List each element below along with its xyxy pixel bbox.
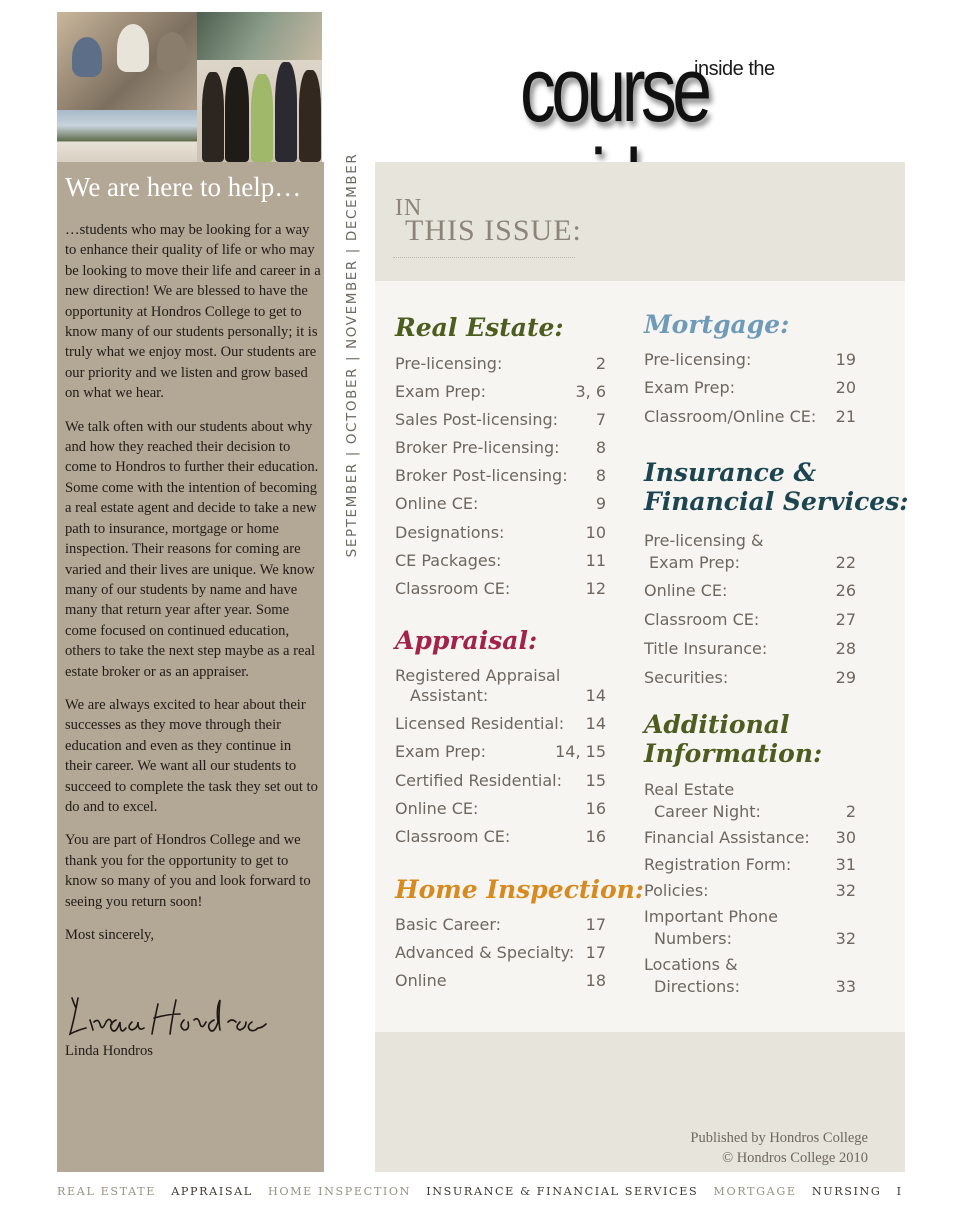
header-photo-collage bbox=[57, 12, 322, 162]
toc-page: 16 bbox=[585, 799, 606, 818]
toc-item: Online CE: bbox=[644, 581, 728, 600]
toc-page: 21 bbox=[835, 407, 856, 426]
publisher-note: Published by Hondros College © Hondros College 2010 bbox=[690, 1130, 868, 1166]
signature bbox=[64, 990, 274, 1046]
toc-page: 8 bbox=[595, 466, 606, 485]
letter-closing: Most sincerely, bbox=[65, 927, 155, 943]
toc-item-cont: Exam Prep: bbox=[649, 553, 741, 572]
toc-item: Broker Post-licensing: bbox=[395, 466, 568, 485]
footer-nav-item: HOME INSPECTION bbox=[267, 1185, 412, 1198]
heading-divider bbox=[393, 257, 575, 258]
section-insurance-title: Insurance & Financial Services: bbox=[644, 458, 909, 516]
toc-page: 16 bbox=[585, 827, 606, 846]
toc-page: 22 bbox=[835, 553, 856, 572]
toc-page: 7 bbox=[595, 410, 606, 429]
toc-item: Designations: bbox=[395, 523, 505, 542]
section-home-inspection-title: Home Inspection: bbox=[395, 875, 645, 904]
toc-item: Classroom CE: bbox=[395, 827, 511, 846]
in-this-issue-heading: IN THIS ISSUE: bbox=[395, 195, 582, 247]
toc-item: Locations & bbox=[644, 955, 738, 974]
toc-item: Online CE: bbox=[395, 799, 479, 818]
toc-item: Pre-licensing: bbox=[395, 354, 503, 373]
toc-page: 2 bbox=[845, 802, 856, 821]
toc-page: 3, 6 bbox=[575, 382, 606, 401]
toc-page: 14 bbox=[585, 686, 606, 705]
toc-item: Title Insurance: bbox=[644, 639, 768, 658]
toc-item: Important Phone bbox=[644, 907, 778, 926]
toc-page: 27 bbox=[835, 610, 856, 629]
toc-item: Basic Career: bbox=[395, 915, 502, 934]
toc-item: Advanced & Specialty: bbox=[395, 943, 575, 962]
toc-item: Real Estate bbox=[644, 780, 735, 799]
signer-name: Linda Hondros bbox=[65, 1043, 153, 1059]
toc-item-cont: Directions: bbox=[654, 977, 741, 996]
toc-page: 12 bbox=[585, 579, 606, 598]
toc-item: Pre-licensing: bbox=[644, 350, 752, 369]
toc-page: 17 bbox=[585, 943, 606, 962]
toc-page: 26 bbox=[835, 581, 856, 600]
sidebar-title: We are here to help… bbox=[65, 172, 302, 202]
toc-item: Exam Prep: bbox=[644, 378, 736, 397]
toc-page: 14 bbox=[585, 714, 606, 733]
toc-page: 30 bbox=[835, 828, 856, 847]
toc-item-cont: Numbers: bbox=[654, 929, 732, 948]
header-title: course bbox=[520, 39, 708, 141]
footer-nav-item: APPRAISAL bbox=[171, 1185, 253, 1198]
toc-page: 33 bbox=[835, 977, 856, 996]
section-additional-title: Additional Information: bbox=[644, 710, 823, 768]
toc-page: 15 bbox=[585, 771, 606, 790]
toc-page: 8 bbox=[595, 438, 606, 457]
toc-item-cont: Assistant: bbox=[410, 686, 489, 705]
toc-item: Exam Prep: bbox=[395, 742, 487, 761]
toc-item: Registration Form: bbox=[644, 855, 792, 874]
toc-page: 10 bbox=[585, 523, 606, 542]
letter-paragraph: We talk often with our students about why and how they reached their decision to come to Hondros to further their education. Some come with the intention of becoming a real estate agent and decide to take a new path to insurance, mortgage or home inspection. Their reasons for coming are varied and their lives are unique. We know many of our students by name and have many that return year after year. Some come focused on continued education, others to take the next step maybe as a real estate broker or as an appraiser. bbox=[65, 418, 319, 680]
toc-page: 20 bbox=[835, 378, 856, 397]
issue-months: SEPTEMBER | OCTOBER | NOVEMBER | DECEMBER bbox=[344, 152, 360, 558]
toc-page: 17 bbox=[585, 915, 606, 934]
footer-nav-item: INSURANCE & FINANCIAL SERVICES bbox=[426, 1185, 699, 1198]
toc-item: Pre-licensing & bbox=[644, 531, 764, 550]
toc-page: 32 bbox=[835, 881, 856, 900]
toc-page: 14, 15 bbox=[555, 742, 606, 761]
toc-page: 9 bbox=[595, 494, 606, 513]
letter-paragraph: We are always excited to hear about their successes as they move through their education and even as they continue in their career. We want all our students to succeed to complete the task they set out to do and to excel. bbox=[65, 696, 318, 815]
toc-item: Classroom CE: bbox=[644, 610, 760, 629]
toc-item: Broker Pre-licensing: bbox=[395, 438, 560, 457]
letter-paragraph: You are part of Hondros College and we thank you for the opportunity to get to know so many of you and look forward to seeing you return soon! bbox=[65, 832, 311, 910]
page-number: I bbox=[896, 1185, 903, 1198]
section-mortgage-title: Mortgage: bbox=[644, 310, 790, 339]
toc-page: 32 bbox=[835, 929, 856, 948]
footer-nav-item: REAL ESTATE bbox=[57, 1185, 157, 1198]
toc-page: 31 bbox=[835, 855, 856, 874]
toc-item: Classroom CE: bbox=[395, 579, 511, 598]
toc-page: 19 bbox=[835, 350, 856, 369]
footer-nav-item: NURSING bbox=[811, 1185, 882, 1198]
toc-item: Certified Residential: bbox=[395, 771, 562, 790]
toc-item: Financial Assistance: bbox=[644, 828, 810, 847]
section-real-estate-title: Real Estate: bbox=[395, 313, 564, 342]
toc-page: 2 bbox=[595, 354, 606, 373]
toc-item: Securities: bbox=[644, 668, 729, 687]
toc-item: Online CE: bbox=[395, 494, 479, 513]
toc-item: CE Packages: bbox=[395, 551, 502, 570]
toc-page: 29 bbox=[835, 668, 856, 687]
header-subtitle: inside the bbox=[694, 58, 775, 80]
section-appraisal-title: Appraisal: bbox=[395, 626, 538, 655]
footer-nav bbox=[57, 1185, 903, 1198]
letter-paragraph: …students who may be looking for a way to enhance their quality of life or who may be looking to move their life and career in a new direction! We are blessed to have the opportunity at Hondros College to get to know many of our students personally; it is truly what we enjoy most. Our students are our priority and we listen and grow based on what we hear. bbox=[65, 222, 321, 402]
toc-page: 28 bbox=[835, 639, 856, 658]
toc-page: 11 bbox=[585, 551, 606, 570]
toc-item: Policies: bbox=[644, 881, 709, 900]
toc-item: Sales Post-licensing: bbox=[395, 410, 559, 429]
toc-page: 18 bbox=[585, 971, 606, 990]
footer-nav-item: MORTGAGE bbox=[713, 1185, 797, 1198]
toc-item: Exam Prep: bbox=[395, 382, 487, 401]
toc-item: Licensed Residential: bbox=[395, 714, 565, 733]
toc-item: Registered Appraisal bbox=[395, 666, 561, 685]
toc-item: Online bbox=[395, 971, 447, 990]
welcome-letter bbox=[65, 220, 321, 958]
toc-item-cont: Career Night: bbox=[654, 802, 761, 821]
toc-item: Classroom/Online CE: bbox=[644, 407, 817, 426]
